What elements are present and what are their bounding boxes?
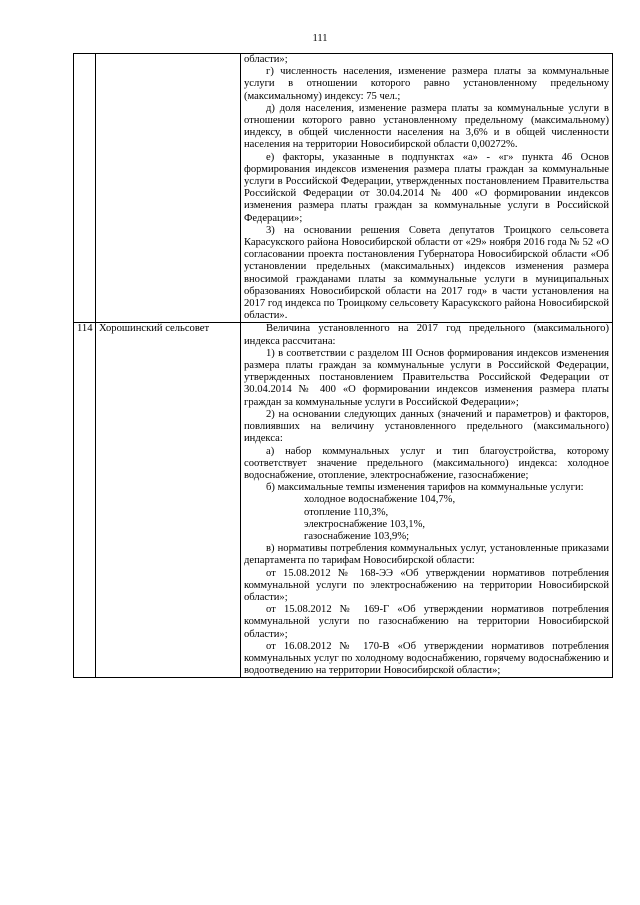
paragraph: от 15.08.2012 № 168-ЭЭ «Об утверждении нормативов потребления коммунальной услуги по электроснабжению на территории Новосибирской области»; bbox=[244, 567, 609, 603]
paragraph: области»; bbox=[244, 54, 288, 65]
list-item: газоснабжение 103,9%; bbox=[304, 530, 410, 542]
document-table bbox=[73, 53, 613, 678]
paragraph: г) численность населения, изменение размера платы за коммунальные услуги в отношении которого равно установленному предельному (максимальному) индексу: 75 чел.; bbox=[244, 66, 609, 102]
municipality-name-cell bbox=[96, 54, 241, 323]
paragraph: от 16.08.2012 № 170-В «Об утверждении нормативов потребления коммунальных услуг по холодному водоснабжению, горячему водоснабжению и водоотведению на территории Новосибирской области»; bbox=[244, 640, 609, 677]
table-row bbox=[74, 54, 613, 323]
list-item: электроснабжение 103,1%, bbox=[304, 518, 426, 530]
row-number-cell bbox=[74, 54, 96, 323]
list-item: холодное водоснабжение 104,7%, bbox=[304, 494, 456, 506]
description-cell bbox=[241, 323, 613, 678]
tariff-list bbox=[244, 494, 609, 543]
page-number: 111 bbox=[312, 33, 328, 44]
table-row bbox=[74, 323, 613, 678]
paragraph: в) нормативы потребления коммунальных услуг, установленные приказами департамента по тарифам Новосибирской области: bbox=[244, 543, 609, 567]
paragraph: е) факторы, указанные в подпунктах «а» - «г» пункта 46 Основ формирования индексов изменения размера платы граждан за коммунальные услуги в Российской Федерации, утвержденных постановлением Правительства Российской Федерации от 30.04.2014 № 400 «О формировании индексов изменения размера платы граждан за коммунальные услуги в Российской Федерации»; bbox=[244, 151, 609, 224]
paragraph: а) набор коммунальных услуг и тип благоустройства, которому соответствует значение предельного (максимального) индекса: холодное водоснабжение, отопление, электроснабжение, газоснабжение; bbox=[244, 445, 609, 481]
list-item: отопление 110,3%, bbox=[304, 506, 389, 518]
paragraph: д) доля населения, изменение размера платы за коммунальные услуги в отношении которого равно установленному предельному (максимальному) индексу, в общей численности населения на 3,6% и в общей численности населения на территории Новосибирской области 0,00272%. bbox=[244, 102, 609, 151]
paragraph: 2) на основании следующих данных (значений и параметров) и факторов, повлиявших на величину установленного предельного (максимального) индекса: bbox=[244, 408, 609, 445]
paragraph: б) максимальные темпы изменения тарифов на коммунальные услуги: bbox=[266, 482, 584, 494]
paragraph: Величина установленного на 2017 год предельного (максимального) индекса рассчитана: bbox=[244, 323, 609, 347]
description-cell bbox=[241, 54, 613, 323]
paragraph: 3) на основании решения Совета депутатов Троицкого сельсовета Карасукского района Новосибирской области от «29» ноября 2016 года № 52 «О согласовании проекта постановления Губернатора Новосибирской области «Об установлении предельных (максимальных) индексов изменения размера вносимой гражданами платы за коммунальные услуги в муниципальных образованиях Новосибирской области на 2017 год» в части установления на 2017 год индекса по Троицкому сельсовету Карасукского района Новосибирской области». bbox=[244, 224, 609, 322]
paragraph: от 15.08.2012 № 169-Г «Об утверждении нормативов потребления коммунальной услуги по газоснабжению на территории Новосибирской области»; bbox=[244, 604, 609, 640]
municipality-name-cell: Хорошинский сельсовет bbox=[96, 323, 241, 678]
paragraph: 1) в соответствии с разделом III Основ формирования индексов изменения размера платы граждан за коммунальные услуги в Российской Федерации, утвержденных постановлением Правительства Российской Федерации от 30.04.2014 № 400 «О формировании индексов изменения размера платы граждан за коммунальные услуги в Российской Федерации»; bbox=[244, 347, 609, 408]
row-number-cell: 114 bbox=[74, 323, 96, 678]
